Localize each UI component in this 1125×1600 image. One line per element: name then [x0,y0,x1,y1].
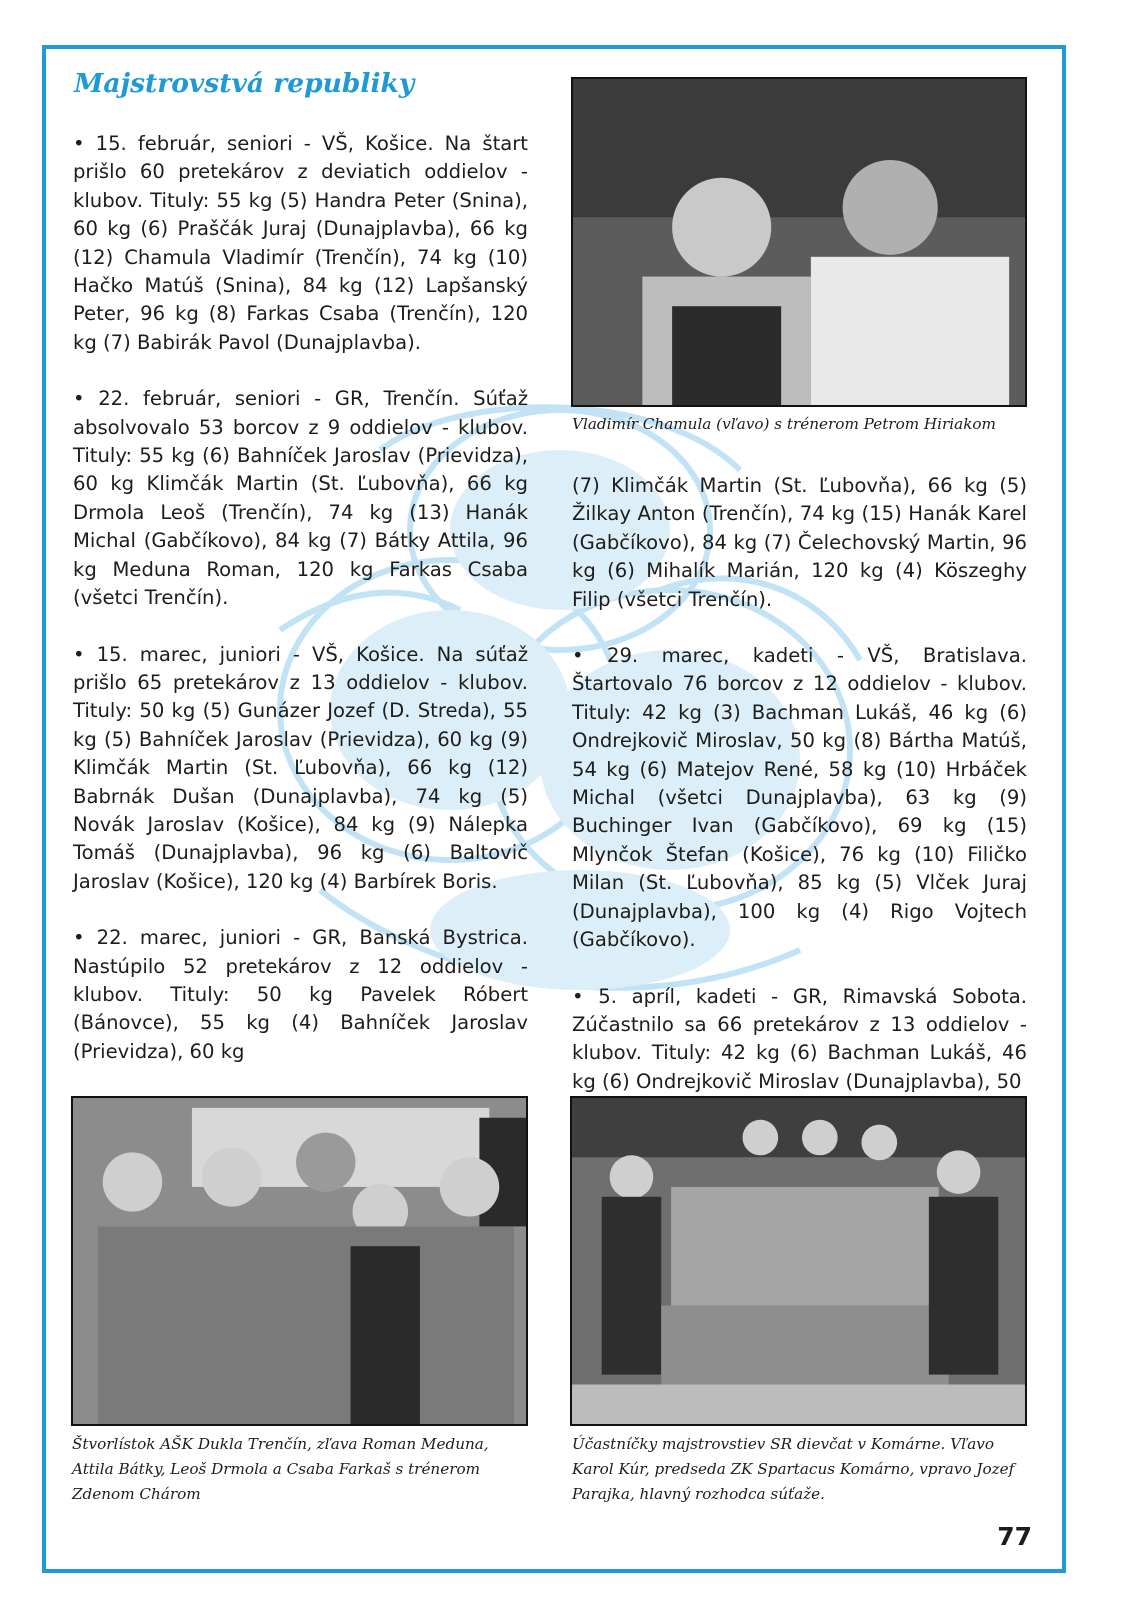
caption-top-photo: Vladimír Chamula (vľavo) s trénerom Petrom Hiriakom [572,415,996,433]
right-text-column [572,472,1027,1096]
photo-komarno-girls-championship [570,1096,1027,1426]
photo-placeholder-graphic [572,1098,1025,1424]
paragraph-seniori-vs: • 15. február, seniori - VŠ, Košice. Na štart prišlo 60 pretekárov z deviatich oddielov - klubov. Tituly: 55 kg (5) Handra Peter (Snina), 60 kg (6) Praščák Juraj (Dunajplavba), 66 kg (12) Chamula Vladimír (Trenčín), 74 kg (10) Hačko Matúš (Snina), 84 kg (12) Lapšanský Peter, 96 kg (8) Farkas Csaba (Trenčín), 120 kg (7) Babirák Pavol (Dunajplavba). [73,132,528,354]
page-number: 77 [985,1522,1044,1551]
section-title: Majstrovstvá republiky [74,68,415,99]
paragraph-seniori-gr: • 22. február, seniori - GR, Trenčín. Súťaž absolvovalo 53 borcov z 9 oddielov - klubov. Tituly: 55 kg (6) Bahníček Jaroslav (Prievidza), 60 kg Klimčák Martin (St. Ľubovňa), 66 kg Drmola Leoš (Trenčín), 74 kg (13) Hanák Michal (Gabčíkovo), 84 kg (7) Bátky Attila, 96 kg Meduna Roman, 120 kg Farkas Csaba (všetci Trenčín). [73,387,528,610]
paragraph-kadeti-gr: • 5. apríl, kadeti - GR, Rimavská Sobota. Zúčastnilo sa 66 pretekárov z 13 oddielov - klubov. Tituly: 42 kg (6) Bachman Lukáš, 46 kg (6) Ondrejkovič Miroslav (Dunajplavba), 50 [572,984,1027,1093]
photo-placeholder-graphic [73,1098,526,1424]
photo-placeholder-graphic [573,79,1025,405]
caption-bottom-right-photo: Účastníčky majstrovstiev SR dievčat v Komárne. Vľavo Karol Kúr, predseda ZK Spartacus Komárno, vpravo Jozef Parajka, hlavný rozhodca súťaže. [572,1435,1015,1503]
paragraph-kadeti-vs: • 29. marec, kadeti - VŠ, Bratislava. Štartovalo 76 borcov z 12 oddielov - klubov. Tituly: 42 kg (3) Bachman Lukáš, 46 kg (6) Ondrejkovič Miroslav, 50 kg (8) Bártha Matúš, 54 kg (6) Matejov René, 58 kg (10) Hrbáček Michal (všetci Dunajplavba), 63 kg (9) Buchinger Ivan (Gabčíkovo), 69 kg (15) Mlynčok Štefan (Košice), 76 kg (10) Filičko Milan (St. Ľubovňa), 85 kg (5) Vlček Juraj (Dunajplavba), 100 kg (4) Rigo Vojtech (Gabčíkovo). [572,644,1027,952]
paragraph-juniori-gr-continued: (7) Klimčák Martin (St. Ľubovňa), 66 kg (5) Žilkay Anton (Trenčín), 74 kg (15) Hanák Karel (Gabčíkovo), 84 kg (7) Čelechovský Martin, 96 kg (6) Mihalík Marián, 120 kg (4) Köszeghy Filip (všetci Trenčín). [572,474,1027,611]
photo-chamula-with-coach [571,77,1027,407]
photo-dukla-trencin-team [71,1096,528,1426]
paragraph-juniori-vs: • 15. marec, juniori - VŠ, Košice. Na súťaž prišlo 65 pretekárov z 13 oddielov - klubov. Tituly: 50 kg (5) Gunázer Jozef (D. Streda), 55 kg (5) Bahníček Jaroslav (Prievidza), 60 kg (9) Klimčák Martin (St. Ľubovňa), 66 kg (12) Babrnák Dušan (Dunajplavba), 74 kg (5) Novák Jaroslav (Košice), 84 kg (9) Nálepka Tomáš (Dunajplavba), 96 kg (6) Baltovič Jaroslav (Košice), 120 kg (4) Barbírek Boris. [73,642,528,893]
caption-bottom-left-photo: Štvorlístok AŠK Dukla Trenčín, zľava Roman Meduna, Attila Bátky, Leoš Drmola a Csaba Farkaš s trénerom Zdenom Chárom [72,1435,489,1503]
left-text-column [73,130,528,1066]
paragraph-juniori-gr: • 22. marec, juniori - GR, Banská Bystrica. Nastúpilo 52 pretekárov z 12 oddielov - klubov. Tituly: 50 kg Pavelek Róbert (Bánovce), 55 kg (4) Bahníček Jaroslav (Prievidza), 60 kg [73,926,528,1063]
